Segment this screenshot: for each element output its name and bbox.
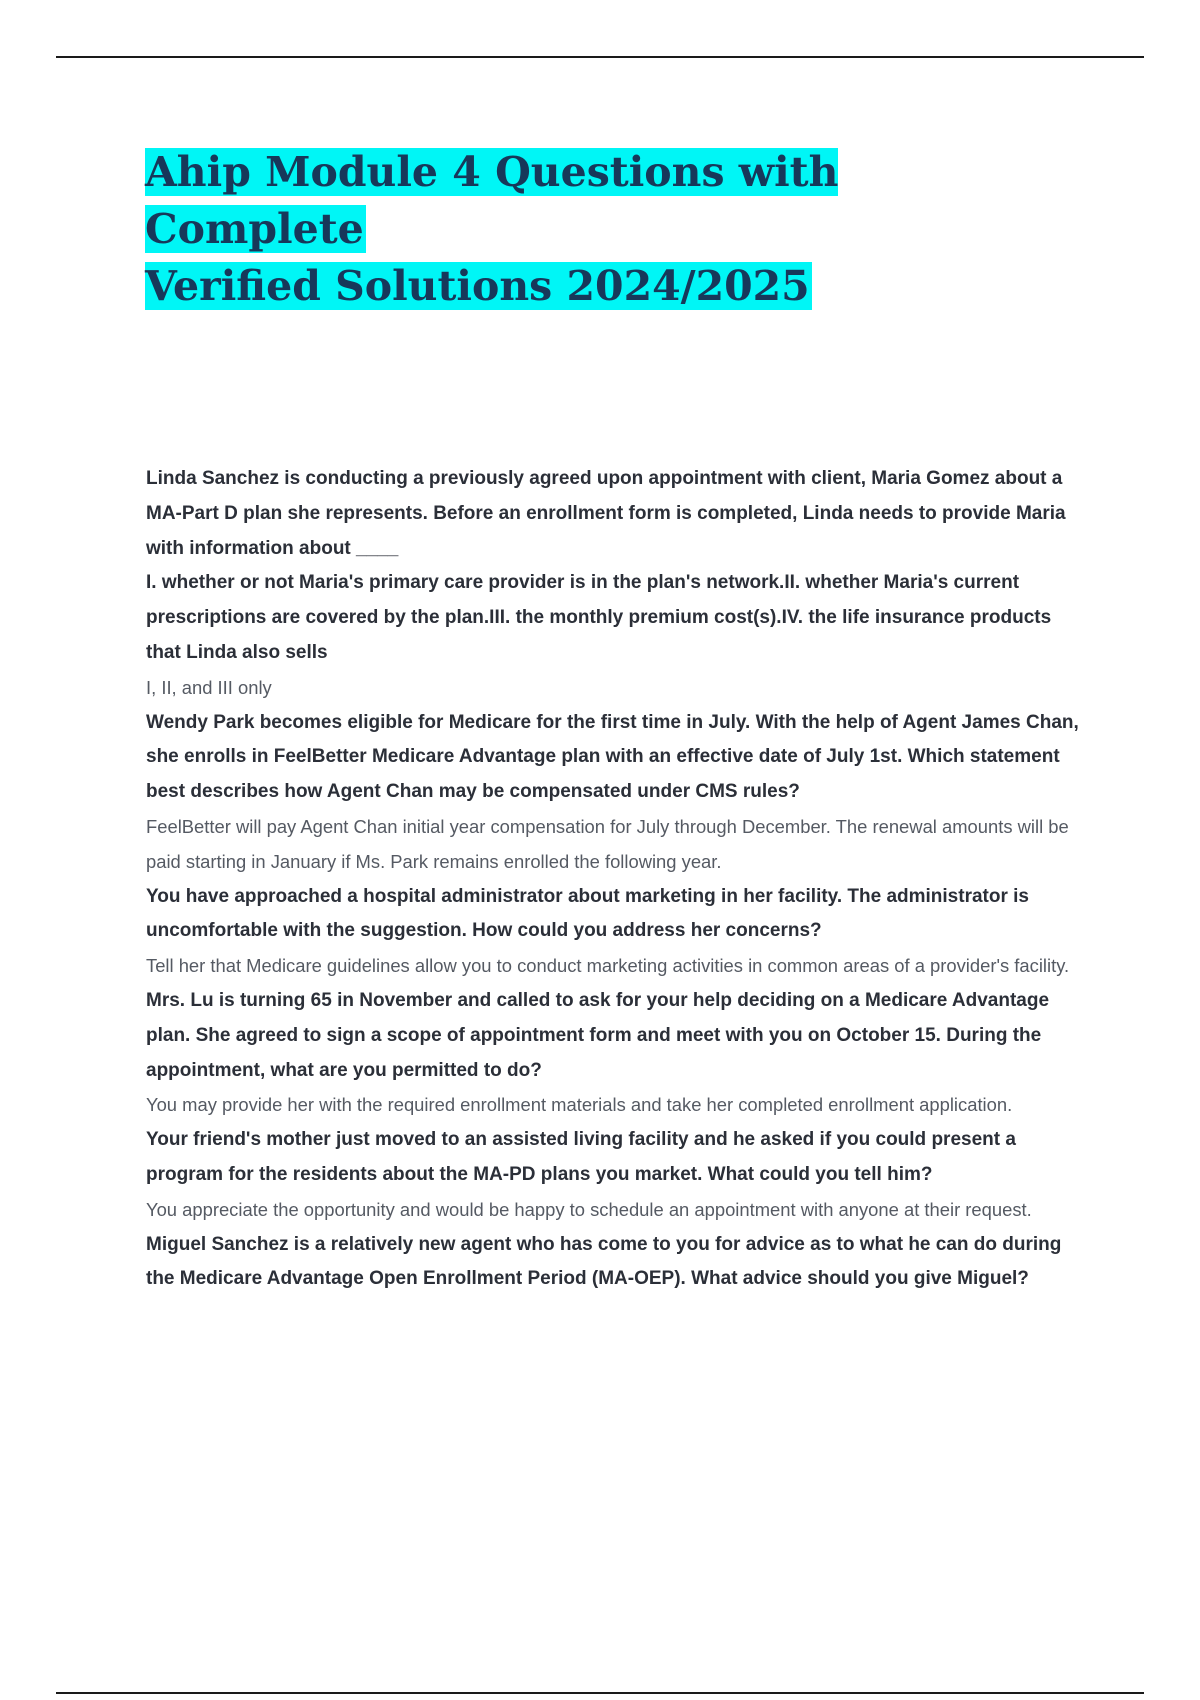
qa-item [146,880,1091,984]
qa-item [146,706,1091,880]
answer-text: FeelBetter will pay Agent Chan initial year compensation for July through December. The renewal amounts will be paid starting in January if Ms. Park remains enrolled the following year. [146,815,1069,872]
question-text: You have approached a hospital administrator about marketing in her facility. The administrator is uncomfortable with the suggestion. How could you address her concerns? [146,885,1029,942]
question-text: Wendy Park becomes eligible for Medicare for the first time in July. With the help of Agent James Chan, she enrolls in FeelBetter Medicare Advantage plan with an effective date of July 1st. Which statement best describes how Agent Chan may be compensated under CMS rules? [146,711,1079,803]
qa-list [146,462,1091,1297]
answer-text: I, II, and III only [146,676,272,698]
title-line-1: Ahip Module 4 Questions with Complete [145,148,839,253]
bottom-divider [56,1692,1144,1694]
qa-item [146,1228,1091,1298]
answer-text: Tell her that Medicare guidelines allow you to conduct marketing activities in common areas of a provider's facility. [146,955,1070,977]
question-text: Linda Sanchez is conducting a previously agreed upon appointment with client, Maria Gomez about a MA-Part D plan she represents. Before an enrollment form is completed, Linda needs to provide Maria with information about ____ I. whether or not Maria's primary care provider is in the plan's network.II. whether Maria's current prescriptions are covered by the plan.III. the monthly premium cost(s).IV. the life insurance products that Linda also sells [146,468,1066,663]
top-divider [56,56,1144,58]
answer-text: You may provide her with the required enrollment materials and take her completed enrollment application. [146,1094,1013,1116]
question-text: Mrs. Lu is turning 65 in November and called to ask for your help deciding on a Medicare Advantage plan. She agreed to sign a scope of appointment form and meet with you on October 15. During the appointment, what are you permitted to do? [146,989,1050,1081]
answer-text: You appreciate the opportunity and would be happy to schedule an appointment with anyone at their request. [146,1198,1032,1220]
document-title [145,144,1065,315]
qa-item [146,984,1091,1123]
qa-item [146,462,1091,706]
title-line-2: Verified Solutions 2024/2025 [145,262,810,310]
question-text: Miguel Sanchez is a relatively new agent who has come to you for advice as to what he can do during the Medicare Advantage Open Enrollment Period (MA-OEP). What advice should you give Miguel? [146,1233,1062,1290]
qa-item [146,1123,1091,1227]
question-text: Your friend's mother just moved to an assisted living facility and he asked if you could present a program for the residents about the MA-PD plans you market. What could you tell him? [146,1129,1016,1185]
